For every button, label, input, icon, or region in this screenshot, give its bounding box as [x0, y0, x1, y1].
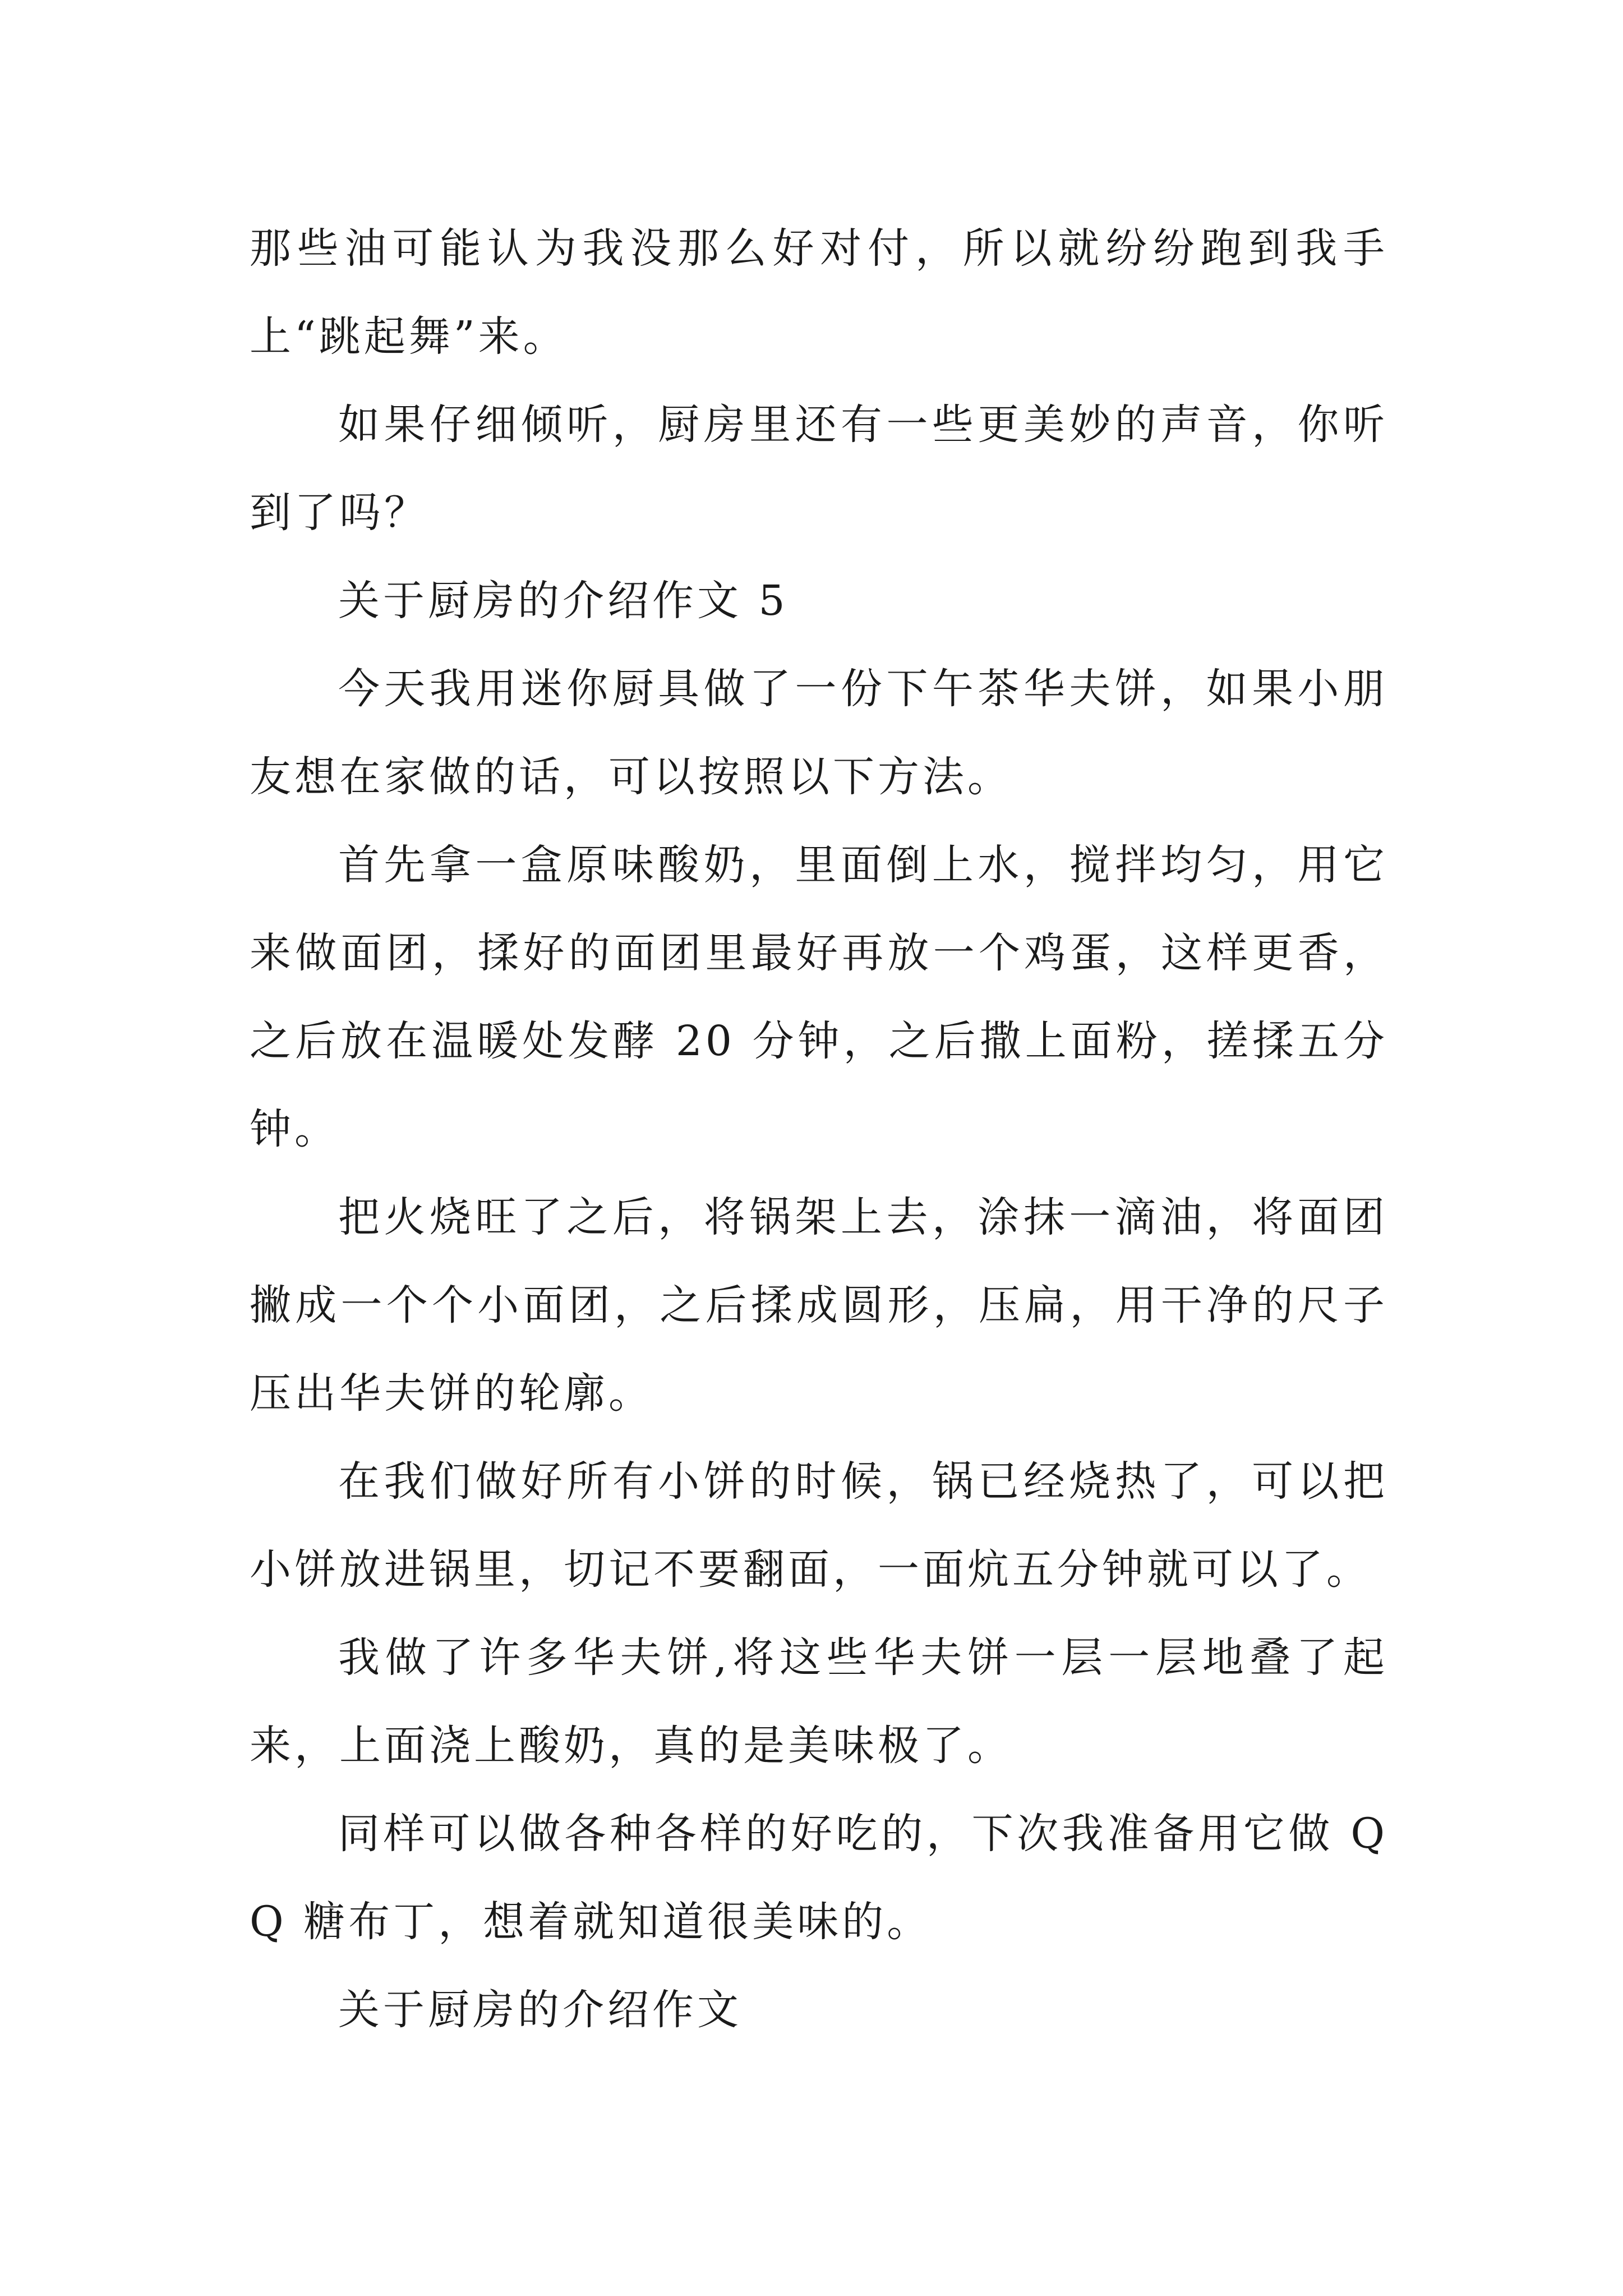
paragraph-step-shape: 把火烧旺了之后，将锅架上去，涂抹一滴油，将面团撇成一个个小面团，之后揉成圆形，压扁，用干净的尺子压出华夫饼的轮廓。	[250, 1193, 1388, 1418]
paragraph-listen: 如果仔细倾听，厨房里还有一些更美妙的声音，你听到了吗？	[250, 401, 1388, 537]
paragraph-step-dough: 首先拿一盒原味酸奶，里面倒上水，搅拌均匀，用它来做面团，揉好的面团里最好再放一个鸡蛋，这样更香，之后放在温暖处发酵 20 分钟，之后撒上面粉，搓揉五分钟。	[250, 841, 1388, 1153]
paragraph-oil-dancing: 那些油可能认为我没那么好对付，所以就纷纷跑到我手上“跳起舞”来。	[250, 224, 1388, 361]
section-heading-5: 关于厨房的介绍作文 5	[338, 577, 789, 625]
document-body	[250, 205, 1388, 2054]
paragraph-step-cook: 在我们做好所有小饼的时候，锅已经烧热了，可以把小饼放进锅里，切记不要翻面，一面炕五分钟就可以了。	[250, 1457, 1388, 1594]
section-heading-next: 关于厨房的介绍作文	[338, 1986, 742, 2034]
paragraph-step-stack: 我做了许多华夫饼,将这些华夫饼一层一层地叠了起来，上面浇上酸奶，真的是美味极了。	[250, 1634, 1388, 1770]
paragraph-ending: 同样可以做各种各样的好吃的，下次我准备用它做 QQ 糖布丁，想着就知道很美味的。	[250, 1810, 1388, 1946]
paragraph-intro: 今天我用迷你厨具做了一份下午茶华夫饼，如果小朋友想在家做的话，可以按照以下方法。	[250, 665, 1388, 801]
